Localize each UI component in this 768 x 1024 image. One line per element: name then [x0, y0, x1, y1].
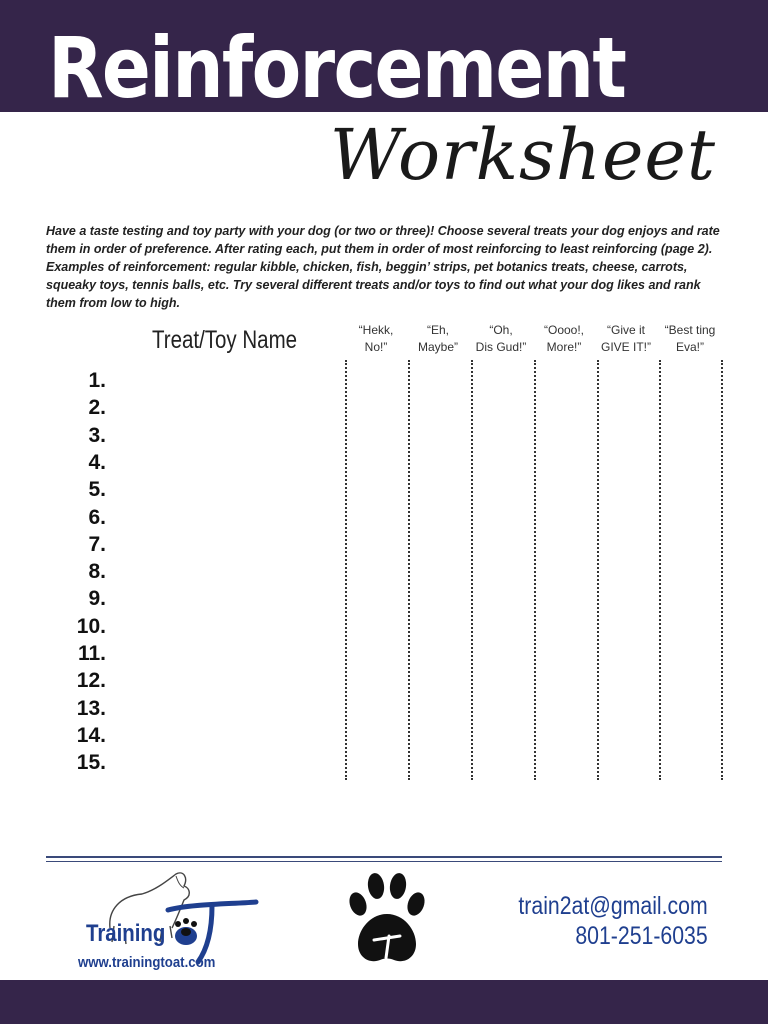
rating-header-3	[465, 322, 537, 356]
rating-header-4-line2: More!”	[546, 340, 582, 354]
rating-header-1-line1: “Hekk,	[358, 323, 394, 337]
row-number: 4.	[88, 450, 106, 474]
row-number: 5.	[88, 478, 106, 502]
column-divider	[597, 360, 599, 780]
column-divider	[471, 360, 473, 780]
column-divider	[659, 360, 661, 780]
row-number: 9.	[88, 587, 106, 611]
column-divider	[721, 360, 723, 780]
footer-divider	[46, 861, 722, 862]
row-number: 1.	[88, 369, 106, 392]
rating-header-5	[590, 322, 662, 356]
column-divider	[408, 360, 410, 780]
contact-email[interactable]: train2at@gmail.com	[518, 892, 708, 920]
footer-divider	[46, 856, 722, 858]
row-number: 7.	[88, 532, 106, 556]
row-number: 14.	[76, 723, 106, 747]
row-number: 6.	[88, 505, 106, 529]
rating-header-5-line1: “Give it	[606, 323, 645, 337]
brand-name: Training	[86, 920, 166, 947]
row-number: 8.	[88, 560, 106, 584]
rating-header-5-line2: GIVE IT!”	[600, 340, 651, 354]
rating-header-2-line2: Maybe”	[417, 340, 458, 354]
rating-header-6-line1: “Best ting	[664, 323, 716, 337]
footer-band	[0, 980, 768, 1024]
rating-header-3-line1: “Oh,	[489, 323, 513, 337]
rating-header-3-line2: Dis Gud!”	[475, 340, 527, 354]
row-number: 3.	[88, 423, 106, 447]
rating-header-2-line1: “Eh,	[426, 323, 449, 337]
column-divider	[345, 360, 347, 780]
treat-name-header: Treat/Toy Name	[152, 326, 298, 354]
row-number: 10.	[76, 614, 106, 638]
column-divider	[534, 360, 536, 780]
rating-header-6-line2: Eva!”	[675, 340, 704, 354]
page-title: Reinforcement	[48, 19, 626, 117]
row-number: 2.	[88, 396, 106, 420]
rating-header-1-line2: No!”	[364, 340, 388, 354]
rating-header-2	[402, 322, 474, 356]
paw-print-icon	[344, 870, 430, 970]
rating-header-6	[654, 322, 726, 356]
row-number: 15.	[76, 751, 106, 775]
website-link[interactable]: www.trainingtoat.com	[78, 954, 216, 971]
row-number: 13.	[76, 696, 106, 720]
contact-phone[interactable]: 801-251-6035	[575, 922, 708, 950]
page-subtitle: Worksheet	[329, 114, 716, 196]
row-number: 12.	[76, 669, 106, 693]
intro-paragraph: Have a taste testing and toy party with your dog (or two or three)! Choose several treats your dog enjoys and rate them in order of preference. After rating each, put them in order of most reinforcing to least reinforcing (page 2). Examples of reinforcement: regular kibble, chicken, fish, beggin’ strips, pet botanics treats, cheese, carrots, squeaky toys, tennis balls, etc. Try several different treats and/or toys to find out what your dog likes and rank them from low to high.	[46, 224, 720, 310]
rating-header-4-line1: “Oooo!,	[543, 323, 585, 337]
row-number: 11.	[77, 642, 106, 665]
